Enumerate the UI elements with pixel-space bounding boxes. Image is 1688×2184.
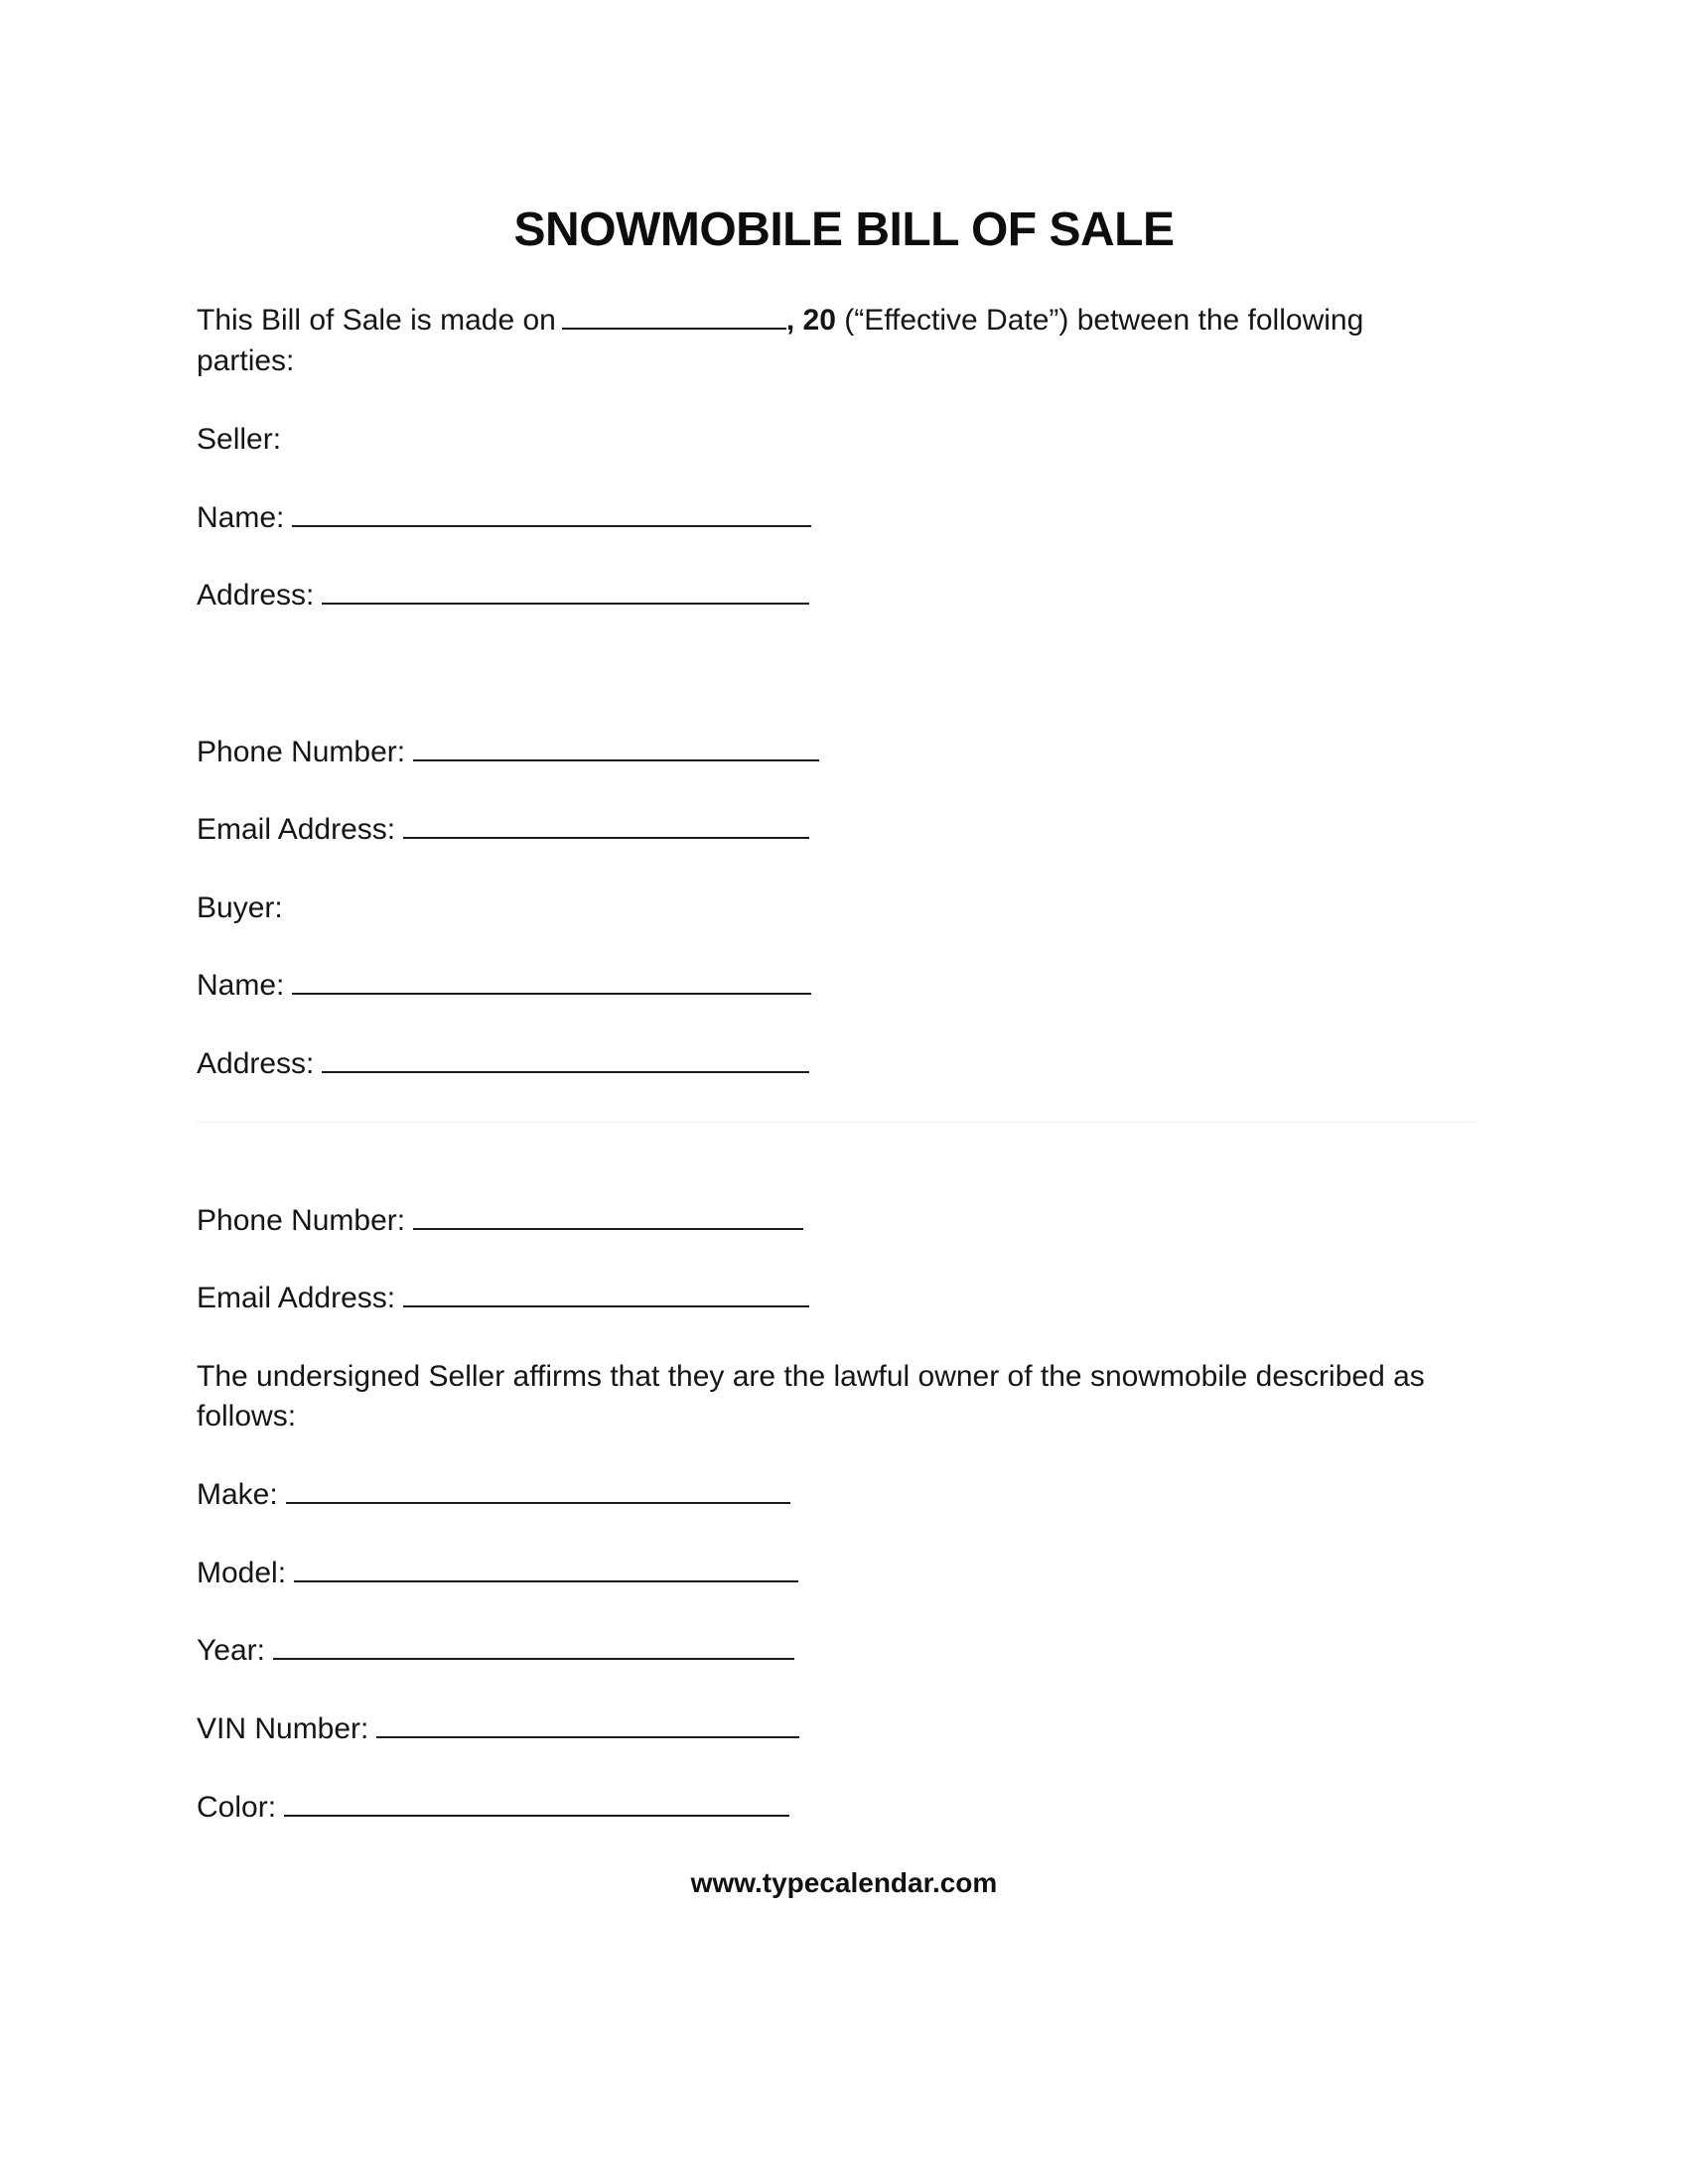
vehicle-model-field[interactable] bbox=[294, 1555, 798, 1582]
buyer-heading: Buyer: bbox=[197, 891, 283, 924]
buyer-address-label: Address: bbox=[197, 1047, 315, 1080]
buyer-address-field[interactable] bbox=[322, 1045, 809, 1073]
buyer-email-label: Email Address: bbox=[197, 1282, 396, 1314]
intro-line bbox=[197, 301, 1363, 341]
buyer-name-field[interactable] bbox=[292, 967, 811, 995]
seller-phone-row bbox=[197, 733, 819, 772]
seller-email-row bbox=[197, 810, 809, 850]
buyer-address-row bbox=[197, 1044, 809, 1084]
seller-name-row bbox=[197, 498, 811, 538]
page-title: SNOWMOBILE BILL OF SALE bbox=[513, 204, 1175, 256]
affirmation-line-2: follows: bbox=[197, 1400, 297, 1433]
seller-address-field[interactable] bbox=[322, 577, 809, 605]
seller-phone-field[interactable] bbox=[413, 734, 819, 761]
footer-url[interactable]: www.typecalendar.com bbox=[690, 1867, 998, 1898]
buyer-phone-label: Phone Number: bbox=[197, 1204, 406, 1237]
buyer-email-field[interactable] bbox=[403, 1280, 809, 1307]
vehicle-year-field[interactable] bbox=[273, 1632, 794, 1660]
vehicle-year-label: Year: bbox=[197, 1634, 265, 1667]
buyer-name-row bbox=[197, 966, 811, 1006]
buyer-phone-row bbox=[197, 1201, 803, 1241]
vehicle-vin-label: VIN Number: bbox=[197, 1712, 369, 1745]
effective-date-field[interactable] bbox=[562, 304, 786, 330]
page-divider bbox=[197, 1122, 1475, 1123]
buyer-email-row bbox=[197, 1279, 809, 1318]
intro-suffix: (“Effective Date”) between the following bbox=[835, 304, 1364, 337]
intro-prefix: This Bill of Sale is made on bbox=[197, 304, 556, 337]
affirmation-line-1: The undersigned Seller affirms that they are the lawful owner of the snowmobile described as bbox=[197, 1360, 1425, 1393]
vehicle-color-row bbox=[197, 1788, 789, 1828]
vehicle-model-label: Model: bbox=[197, 1557, 287, 1589]
vehicle-make-label: Make: bbox=[197, 1478, 278, 1511]
intro-year-label: , 20 bbox=[785, 304, 836, 337]
vehicle-model-row bbox=[197, 1554, 798, 1593]
seller-name-field[interactable] bbox=[292, 499, 811, 527]
vehicle-vin-row bbox=[197, 1709, 799, 1749]
seller-address-row bbox=[197, 576, 809, 615]
vehicle-color-field[interactable] bbox=[284, 1789, 789, 1817]
seller-email-label: Email Address: bbox=[197, 813, 396, 846]
vehicle-make-field[interactable] bbox=[286, 1476, 790, 1504]
seller-name-label: Name: bbox=[197, 501, 285, 534]
buyer-name-label: Name: bbox=[197, 969, 285, 1002]
seller-heading: Seller: bbox=[197, 423, 282, 456]
vehicle-color-label: Color: bbox=[197, 1791, 277, 1824]
buyer-phone-field[interactable] bbox=[413, 1202, 803, 1230]
seller-email-field[interactable] bbox=[403, 811, 809, 839]
vehicle-vin-field[interactable] bbox=[376, 1710, 799, 1738]
vehicle-make-row bbox=[197, 1475, 790, 1515]
intro-continuation: parties: bbox=[197, 344, 295, 377]
seller-phone-label: Phone Number: bbox=[197, 736, 406, 768]
seller-address-label: Address: bbox=[197, 579, 315, 612]
vehicle-year-row bbox=[197, 1631, 794, 1671]
